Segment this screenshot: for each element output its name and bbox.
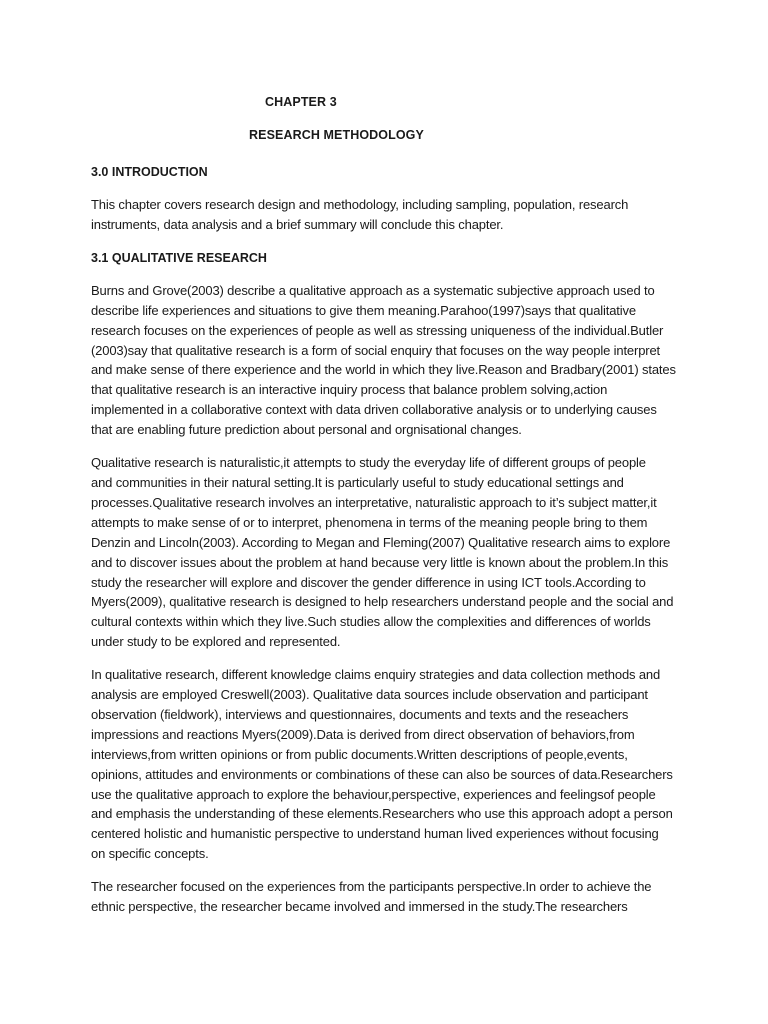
- paragraph-line: under study to be explored and represented.: [91, 634, 341, 650]
- paragraph-line: and communities in their natural setting.It is particularly useful to study educational settings and: [91, 474, 624, 490]
- paragraph-line: that qualitative research is an interactive inquiry process that balance problem solving,action: [91, 382, 608, 398]
- paragraph-line: and emphasis the understanding of these elements.Researchers who use this approach adopt a person: [91, 806, 673, 822]
- paragraph-line: (2003)say that qualitative research is a form of social enquiry that focuses on the way people interpret: [91, 342, 660, 358]
- paragraph-line: that are enabling future prediction about personal and orgnisational changes.: [91, 422, 522, 438]
- body-paragraph: [91, 281, 681, 440]
- paragraph-line: on specific concepts.: [91, 846, 209, 862]
- paragraph-line: ethnic perspective, the researcher became involved and immersed in the study.The researchers: [91, 899, 628, 915]
- paragraph-line: impressions and reactions Myers(2009).Data is derived from direct observation of behaviors,from: [91, 726, 635, 742]
- paragraph-line: interviews,from written opinions or from public documents.Written descriptions of people,events,: [91, 746, 628, 762]
- paragraph-line: implemented in a collaborative context with data driven collaborative analysis or to underlying causes: [91, 402, 657, 418]
- body-paragraph: [91, 195, 681, 235]
- body-paragraph: [91, 665, 681, 864]
- paragraph-line: In qualitative research, different knowledge claims enquiry strategies and data collection methods and: [91, 667, 661, 683]
- paragraph-line: processes.Qualitative research involves an interpretative, naturalistic approach to it’s subject matter,it: [91, 494, 657, 510]
- paragraph-line: use the qualitative approach to explore the behaviour,perspective, experiences and feelingsof people: [91, 786, 656, 802]
- paragraph-line: cultural contexts within which they live.Such studies allow the complexities and differences of worlds: [91, 614, 651, 630]
- section-heading: 3.0 INTRODUCTION: [91, 165, 208, 179]
- paragraph-line: instruments, data analysis and a brief summary will conclude this chapter.: [91, 216, 504, 232]
- paragraph-line: attempts to make sense of or to interpret, phenomena in terms of the meaning people bring to them: [91, 514, 648, 530]
- paragraph-line: observation (fieldwork), interviews and questionnaires, documents and texts and the reseachers: [91, 706, 629, 722]
- body-paragraph: [91, 453, 681, 652]
- paragraph-line: Burns and Grove(2003) describe a qualitative approach as a systematic subjective approach used to: [91, 282, 655, 298]
- paragraph-line: and to discover issues about the problem at hand because very little is known about the problem.In this: [91, 554, 669, 570]
- paragraph-line: Qualitative research is naturalistic,it attempts to study the everyday life of different groups of people: [91, 455, 646, 471]
- paragraph-line: study the researcher will explore and discover the gender difference in using ICT tools.According to: [91, 574, 646, 590]
- paragraph-line: Denzin and Lincoln(2003). According to Megan and Fleming(2007) Qualitative research aims to explore: [91, 534, 671, 550]
- paragraph-line: The researcher focused on the experiences from the participants perspective.In order to achieve the: [91, 879, 652, 895]
- section-heading: 3.1 QUALITATIVE RESEARCH: [91, 250, 267, 265]
- body-paragraph: [91, 877, 681, 917]
- chapter-number: CHAPTER 3: [265, 95, 337, 109]
- paragraph-line: research focuses on the experiences of people as well as stressing uniqueness of the individual.Butler: [91, 322, 664, 338]
- paragraph-line: describe life experiences and situations to give them meaning.Parahoo(1997)says that qualitative: [91, 302, 636, 318]
- document-body: [91, 162, 681, 917]
- paragraph-line: analysis are employed Creswell(2003). Qualitative data sources include observation and participant: [91, 687, 648, 703]
- paragraph-line: opinions, attitudes and environments or combinations of these can also be sources of data.Researchers: [91, 766, 673, 782]
- chapter-title: RESEARCH METHODOLOGY: [249, 128, 424, 142]
- paragraph-line: This chapter covers research design and methodology, including sampling, population, research: [91, 197, 629, 212]
- paragraph-line: Myers(2009), qualitative research is designed to help researchers understand people and the social and: [91, 594, 674, 610]
- paragraph-line: centered holistic and humanistic perspective to understand human lived experiences without focusing: [91, 826, 659, 842]
- paragraph-line: and make sense of there experience and the world in which they live.Reason and Bradbary(2001) states: [91, 362, 676, 378]
